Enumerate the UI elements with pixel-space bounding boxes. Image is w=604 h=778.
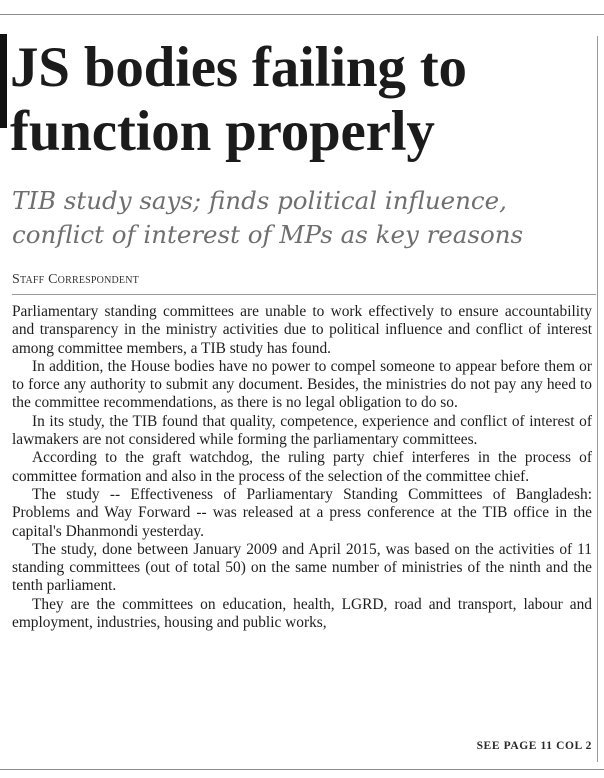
subheadline-line-1: TIB study says; finds political influence, [12, 186, 507, 215]
paragraph: In its study, the TIB found that quality, competence, experience and conflict of interest of lawmakers are not considered while forming the parliamentary committees. [12, 412, 592, 449]
paragraph: The study, done between January 2009 and April 2015, was based on the activities of 11 standing committees (out of total 50) on the same number of ministries of the ninth and the tenth parliament. [12, 540, 592, 595]
byline-rule [12, 294, 596, 295]
subheadline [12, 184, 596, 252]
byline: Staff Correspondent [12, 272, 139, 287]
headline-line-1: JS bodies failing to [10, 36, 467, 99]
column-rule [597, 36, 598, 762]
paragraph: They are the committees on education, health, LGRD, road and transport, labour and employment, industries, housing and public works, [12, 595, 592, 632]
headline-line-2: function properly [10, 100, 435, 163]
headline-accent-bar [0, 34, 7, 128]
bottom-rule [0, 769, 604, 770]
paragraph: Parliamentary standing committees are unable to work effectively to ensure accountability and transparency in the ministry activities due to political influence and conflict of interest among committee members, a TIB study has found. [12, 303, 592, 357]
paragraph: According to the graft watchdog, the ruling party chief interferes in the process of committee formation and also in the process of the selection of the committee chief. [12, 449, 592, 485]
paragraph: In addition, the House bodies have no power to compel someone to appear before them or to force any authority to submit any document. Besides, the ministries do not pay any heed to the committee recommendations, as there is no legal obligation to do so. [12, 357, 592, 412]
continued-on-page: SEE PAGE 11 COL 2 [476, 740, 592, 752]
subheadline-line-2: conflict of interest of MPs as key reasons [12, 220, 524, 249]
article-body [12, 303, 592, 632]
top-rule [0, 14, 604, 15]
paragraph: The study -- Effectiveness of Parliamentary Standing Committees of Bangladesh: Problems and Way Forward -- was released at a press conference at the TIB office in the capital's Dhanmondi yesterday. [12, 485, 592, 540]
headline [10, 36, 596, 164]
